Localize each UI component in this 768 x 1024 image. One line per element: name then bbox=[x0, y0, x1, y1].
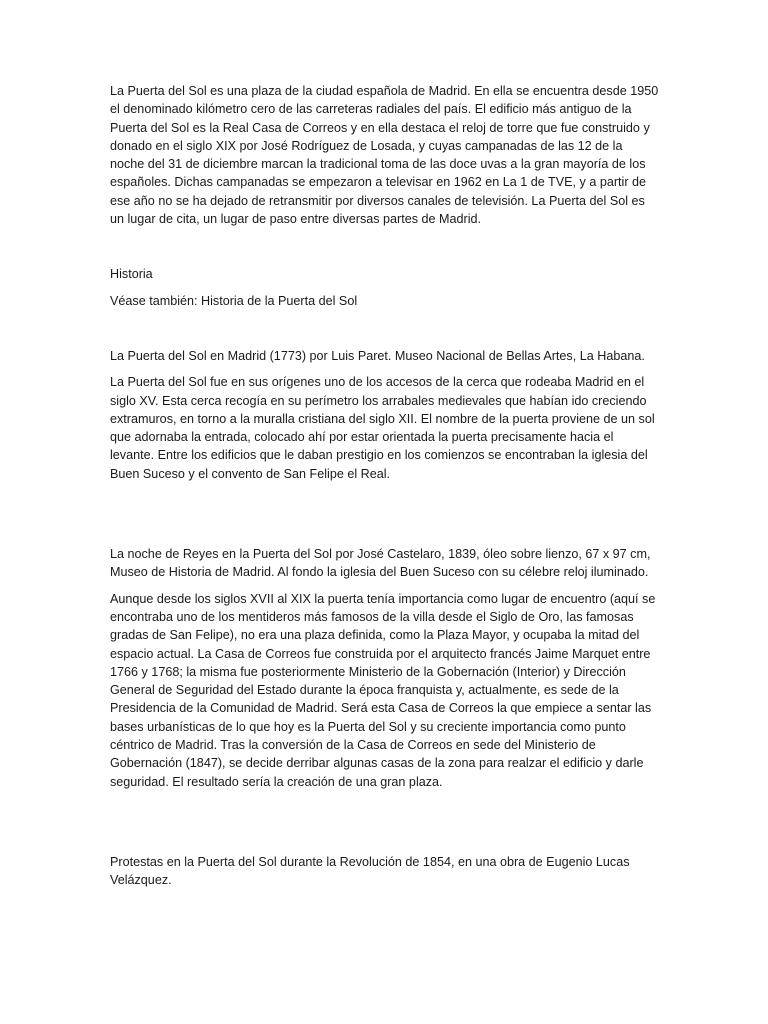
history-paragraph-casa-de-correos: Aunque desde los siglos XVII al XIX la puerta tenía importancia como lugar de encuentro (aquí se encontraba uno de los mentideros más famosos de la villa desde el Siglo de Oro, las famosas gradas de San Felipe), no era una plaza definida, como la Plaza Mayor, y ocupaba la mitad del espacio actual. La Casa de Correos fue construida por el arquitecto francés Jaime Marquet entre 1766 y 1768; la misma fue posteriormente Ministerio de la Gobernación (Interior) y Dirección General de Seguridad del Estado durante la época franquista y, actualmente, es sede de la Presidencia de la Comunidad de Madrid. Será esta Casa de Correos la que empiece a sentar las bases urbanísticas de lo que hoy es la Puerta del Sol y su creciente importancia como punto céntrico de Madrid. Tras la conversión de la Casa de Correos en sede del Ministerio de Gobernación (1847), se decide derribar algunas casas de la zona para realzar el edificio y darle seguridad. El resultado sería la creación de una gran plaza. bbox=[110, 591, 656, 789]
section-heading-historia: Historia bbox=[110, 267, 153, 282]
history-paragraph-origins: La Puerta del Sol fue en sus orígenes uno de los accesos de la cerca que rodeaba Madrid en el siglo XV. Esta cerca recogía en su perímetro los arrabales medievales que habían ido creciendo extramuros, en torno a la muralla cristiana del siglo XII. El nombre de la puerta proviene de un sol que adornaba la entrada, colocado ahí por estar orientada la puerta precisamente hacia el levante. Entre los edificios que le daban prestigio en los comienzos se encontraban la iglesia del Buen Suceso y el convento de San Felipe el Real. bbox=[110, 375, 655, 481]
see-also-line: Véase también: Historia de la Puerta del Sol bbox=[110, 293, 358, 308]
image-caption-lucas-velazquez: Protestas en la Puerta del Sol durante la Revolución de 1854, en una obra de Eugenio Lucas Velázquez. bbox=[110, 854, 630, 888]
image-caption-paret: La Puerta del Sol en Madrid (1773) por Luis Paret. Museo Nacional de Bellas Artes, La Habana. bbox=[110, 348, 645, 363]
image-caption-castelaro: La noche de Reyes en la Puerta del Sol por José Castelaro, 1839, óleo sobre lienzo, 67 x 97 cm, Museo de Historia de Madrid. Al fondo la iglesia del Buen Suceso con su célebre reloj iluminado. bbox=[110, 547, 651, 580]
intro-paragraph: La Puerta del Sol es una plaza de la ciudad española de Madrid. En ella se encuentra desde 1950 el denominado kilómetro cero de las carreteras radiales del país. El edificio más antiguo de la Puerta del Sol es la Real Casa de Correos y en ella destaca el reloj de torre que fue construido y donado en el siglo XIX por José Rodríguez de Losada, y cuyas campanadas de las 12 de la noche del 31 de diciembre marcan la tradicional toma de las doce uvas a la gran mayoría de los españoles. Dichas campanadas se empezaron a televisar en 1962 en La 1 de TVE, y a partir de ese año no se ha dejado de retransmitir por diversos canales de televisión. La Puerta del Sol es un lugar de cita, un lugar de paso entre diversas partes de Madrid. bbox=[110, 84, 659, 227]
document-body bbox=[110, 82, 660, 890]
